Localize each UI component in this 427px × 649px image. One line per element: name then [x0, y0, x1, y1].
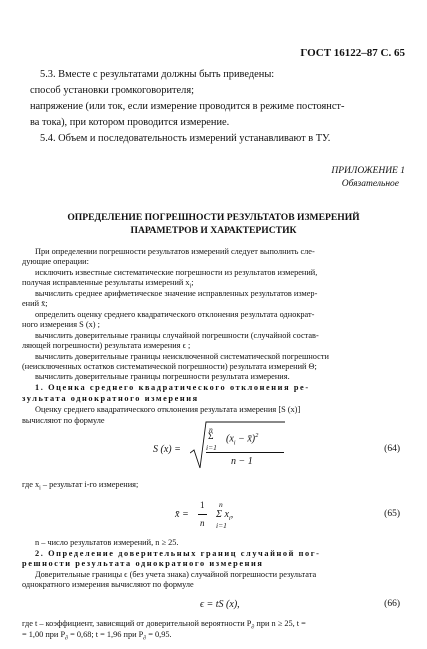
text-line: вычислить доверительные границы погрешности результата измерения. — [35, 372, 290, 381]
eq64-lhs: S (x) = — [153, 444, 181, 455]
text-line: При определении погрешности результатов измерений следует выполнить сле- — [35, 247, 315, 256]
text-line: дующие операции: — [22, 257, 89, 266]
text-line: получая исправленные результаты измерений $x_i$; — [22, 278, 194, 290]
eq64-den: n − 1 — [231, 456, 253, 467]
text-line: 5.4. Объем и последовательность измерений устанавливают в ТУ. — [40, 133, 331, 144]
section-heading: решности результата однократного измерения — [22, 559, 264, 568]
text-line: ений x̄; — [22, 299, 48, 308]
eq64-i1: i=1 — [206, 443, 217, 452]
text-line: напряжение (или ток, если измерение проводится в режиме постоянст- — [30, 101, 345, 112]
section-heading: 2. Определение доверительных границ случайной пог- — [35, 549, 321, 558]
text-line: Оценку среднего квадратического отклонения результата измерения [S (x)] — [35, 405, 301, 414]
eq65-lhs: x̄ = — [175, 509, 189, 520]
text-line: исключить известные систематические погрешности из результатов измерений, — [35, 268, 318, 277]
page-header: ГОСТ 16122–87 С. 65 — [300, 47, 405, 59]
eq65-one: 1 — [200, 500, 205, 510]
text-line: n – число результатов измерений, n ≥ 25. — [35, 538, 179, 547]
doc-title-line1: ОПРЕДЕЛЕНИЕ ПОГРЕШНОСТИ РЕЗУЛЬТАТОВ ИЗМЕРЕНИЙ — [67, 212, 360, 223]
eq65-i1: i=1 — [216, 521, 227, 530]
eq65-sum: Σ $x_i$, — [216, 509, 234, 522]
text-line: однократного измерения вычисляют по формуле — [22, 580, 194, 589]
text-line: 5.3. Вместе с результатами должны быть приведены: — [40, 69, 275, 80]
appendix-title: ПРИЛОЖЕНИЕ 1 — [331, 166, 405, 176]
text-line: ва тока), при котором проводится измерение. — [30, 117, 230, 128]
text-line: ного измерения S (x) ; — [22, 320, 100, 329]
doc-title-line2: ПАРАМЕТРОВ И ХАРАКТЕРИСТИК — [130, 225, 297, 236]
text-line: (неисключенных остатков систематической погрешности) результата измерений Θ; — [22, 362, 317, 371]
text-line: вычислить доверительные границы неисключенной систематической погрешности — [35, 352, 329, 361]
text-line: где $x_i$ – результат i-го измерения; — [22, 480, 139, 492]
text-line: вычисляют по формуле — [22, 416, 105, 425]
eq65-number: (65) — [384, 509, 400, 519]
eq64-n: n — [209, 425, 213, 434]
text-line: определить оценку среднего квадратического отклонения результата однократ- — [35, 310, 315, 319]
text-line: Доверительные границы ϵ (без учета знака) случайной погрешности результата — [35, 570, 317, 579]
eq66-number: (66) — [384, 599, 400, 609]
eq64-sigma: Σ — [208, 432, 214, 442]
text-line: ляющей погрешности) результата измерения ϵ ; — [22, 341, 191, 350]
eq66: ϵ = tS (x), — [200, 599, 240, 610]
eq65-n-den: n — [200, 518, 205, 528]
fraction-bar — [198, 514, 207, 515]
text-line: где t – коэффициент, зависящий от доверительной вероятности $P_\partial$ при n ≥ 25, t = — [22, 619, 306, 631]
text-line: способ установки громкоговорителя; — [30, 85, 195, 96]
eq64-number: (64) — [384, 444, 400, 454]
appendix-subtitle: Обязательное — [341, 179, 399, 189]
text-line: = 1,00 при $P_\partial = 0,68$; t = 1,96 при $P_\partial = 0,95$. — [22, 630, 172, 642]
section-heading: зультата однократного измерения — [22, 394, 199, 403]
fraction-bar — [206, 452, 284, 453]
text-line: вычислить среднее арифметическое значение исправленных результатов измер- — [35, 289, 318, 298]
text-line: вычислить доверительные границы случайной погрешности (случайной состав- — [35, 331, 319, 340]
eq64-term: ($x_i$ − x̄)$^2$ — [226, 432, 259, 447]
section-heading: 1. Оценка среднего квадратического отклонения ре- — [35, 383, 310, 392]
eq65-n-top: n — [219, 500, 223, 509]
